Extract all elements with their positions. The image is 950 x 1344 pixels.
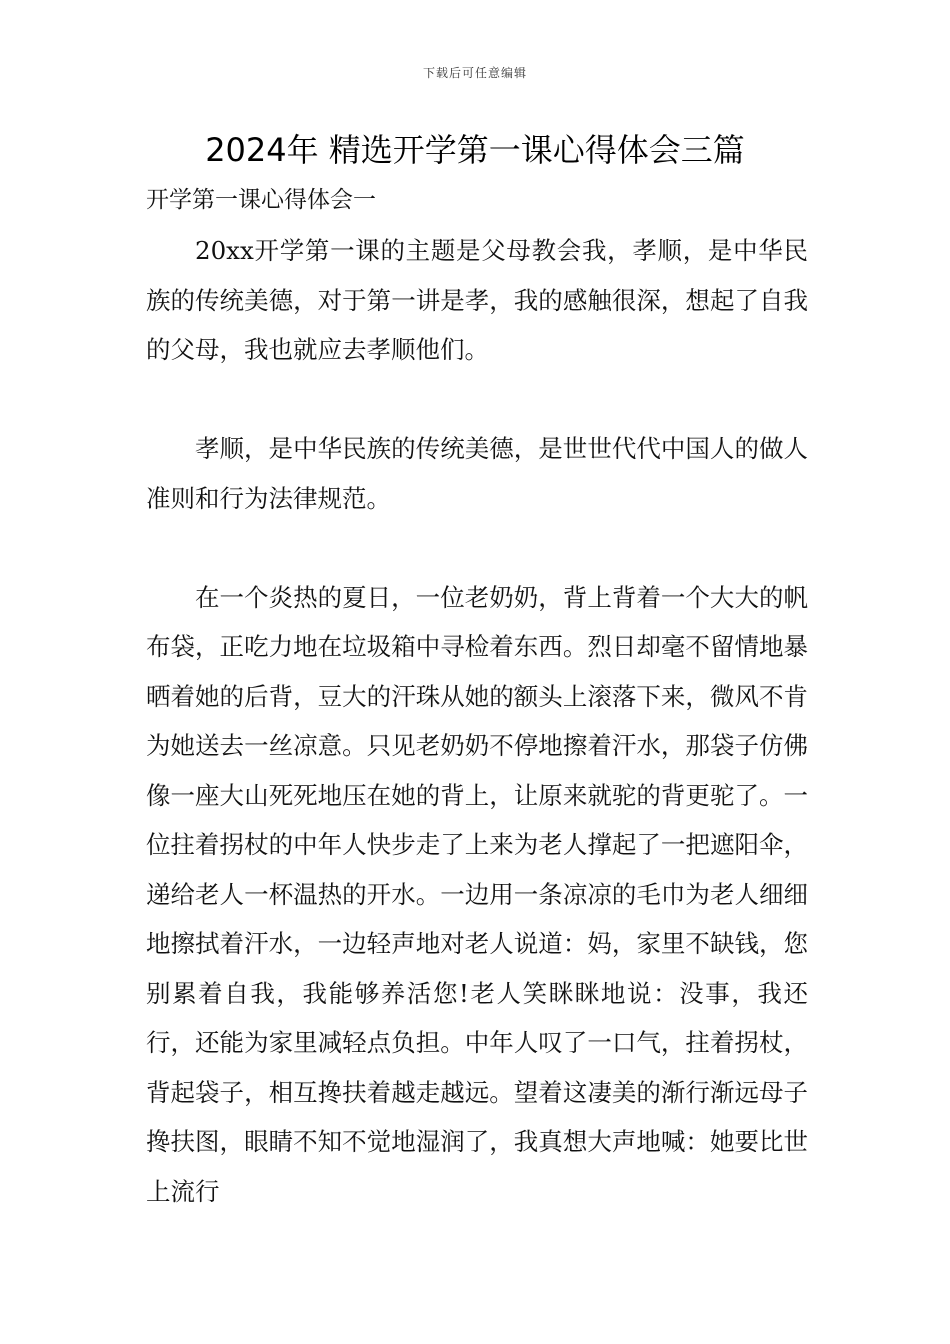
- paragraph-3: 在一个炎热的夏日，一位老奶奶，背上背着一个大大的帆布袋，正吃力地在垃圾箱中寻检着东西。烈日却毫不留情地暴晒着她的后背，豆大的汗珠从她的额头上滚落下来，微风不肯为她送去一丝凉意。只见老奶奶不停地擦着汗水，那袋子仿佛像一座大山死死地压在她的背上，让原来就驼的背更驼了。一位拄着拐杖的中年人快步走了上来为老人撑起了一把遮阳伞，递给老人一杯温热的开水。一边用一条凉凉的毛巾为老人细细地擦拭着汗水，一边轻声地对老人说道：妈，家里不缺钱，您别累着自我，我能够养活您!老人笑眯眯地说：没事，我还行，还能为家里减轻点负担。中年人叹了一口气，拄着拐杖，背起袋子，相互搀扶着越走越远。望着这凄美的渐行渐远母子搀扶图，眼睛不知不觉地湿润了，我真想大声地喊：她要比世上流行: [146, 582, 808, 1206]
- document-title: 2024年 精选开学第一课心得体会三篇: [205, 131, 745, 169]
- paragraph-1: 20xx开学第一课的主题是父母教会我，孝顺，是中华民族的传统美德，对于第一讲是孝，我的感触很深，想起了自我的父母，我也就应去孝顺他们。: [146, 236, 808, 364]
- paragraph-2: 孝顺，是中华民族的传统美德，是世世代代中国人的做人准则和行为法律规范。: [146, 434, 808, 513]
- header-note: 下载后可任意编辑: [422, 66, 527, 80]
- document-body: [146, 226, 808, 1216]
- section-heading: 开学第一课心得体会一: [146, 187, 376, 213]
